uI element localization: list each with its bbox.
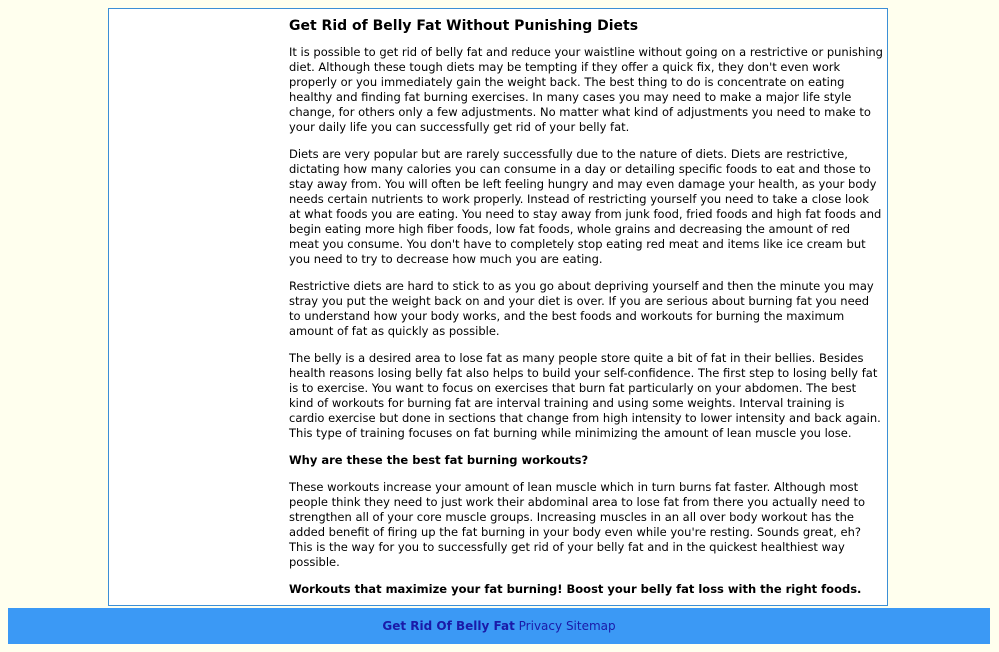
- article-paragraph-2: Diets are very popular but are rarely successfully due to the nature of diets. Diets are restrictive, dictating how many calories you can consume in a day or detailing specific foods to eat and those to stay away from. You will often be left feeling hungry and may even damage your health, as your body needs certain nutrients to work properly. Instead of restricting yourself you need to take a close look at what foods you are eating. You need to stay away from junk food, fried foods and high fat foods and begin eating more high fiber foods, low fat foods, whole grains and decreasing the amount of red meat you consume. You don't have to completely stop eating red meat and items like ice cream but you need to try to decrease how much you are eating.: [289, 147, 882, 266]
- article-question: Why are these the best fat burning workouts?: [289, 453, 589, 467]
- footer-bar: [8, 608, 990, 644]
- article-tagline: Workouts that maximize your fat burning! Boost your belly fat loss with the right foods.: [289, 582, 862, 596]
- article-paragraph-4: The belly is a desired area to lose fat as many people store quite a bit of fat in their bellies. Besides health reasons losing belly fat also helps to build your self-confidence. The first step to losing belly fat is to exercise. You want to focus on exercises that burn fat particularly on your abdomen. The best kind of workouts for burning fat are interval training and using some weights. Interval training is cardio exercise but done in sections that change from high intensity to lower intensity and back again. This type of training focuses on fat burning while minimizing the amount of lean muscle you lose.: [289, 351, 881, 440]
- footer-privacy-link[interactable]: Privacy: [518, 619, 563, 633]
- footer-home-link[interactable]: Get Rid Of Belly Fat: [382, 619, 515, 633]
- article-paragraph-1: It is possible to get rid of belly fat and reduce your waistline without going on a restrictive or punishing diet. Although these tough diets may be tempting if they offer a quick fix, they don't even work properly or you immediately gain the weight back. The best thing to do is concentrate on eating healthy and finding fat burning exercises. In many cases you may need to make a major life style change, for others only a few adjustments. No matter what kind of adjustments you need to make to your daily life you can successfully get rid of your belly fat.: [289, 45, 883, 134]
- article: [289, 17, 883, 636]
- article-title: Get Rid of Belly Fat Without Punishing Diets: [289, 18, 639, 34]
- footer-sitemap-link[interactable]: Sitemap: [565, 619, 616, 633]
- article-answer: These workouts increase your amount of lean muscle which in turn burns fat faster. Although most people think they need to just work their abdominal area to lose fat from there you actually need to strengthen all of your core muscle groups. Increasing muscles in an all over body workout has the added benefit of firing up the fat burning in your body even while you're resting. Sounds great, eh? This is the way for you to successfully get rid of your belly fat and in the quickest healthiest way possible.: [289, 480, 866, 569]
- article-paragraph-3: Restrictive diets are hard to stick to as you go about depriving yourself and then the minute you may stray you put the weight back on and your diet is over. If you are serious about burning fat you need to understand how your body works, and the best foods and workouts for burning the maximum amount of fat as quickly as possible.: [289, 279, 874, 338]
- content-box: [108, 8, 888, 606]
